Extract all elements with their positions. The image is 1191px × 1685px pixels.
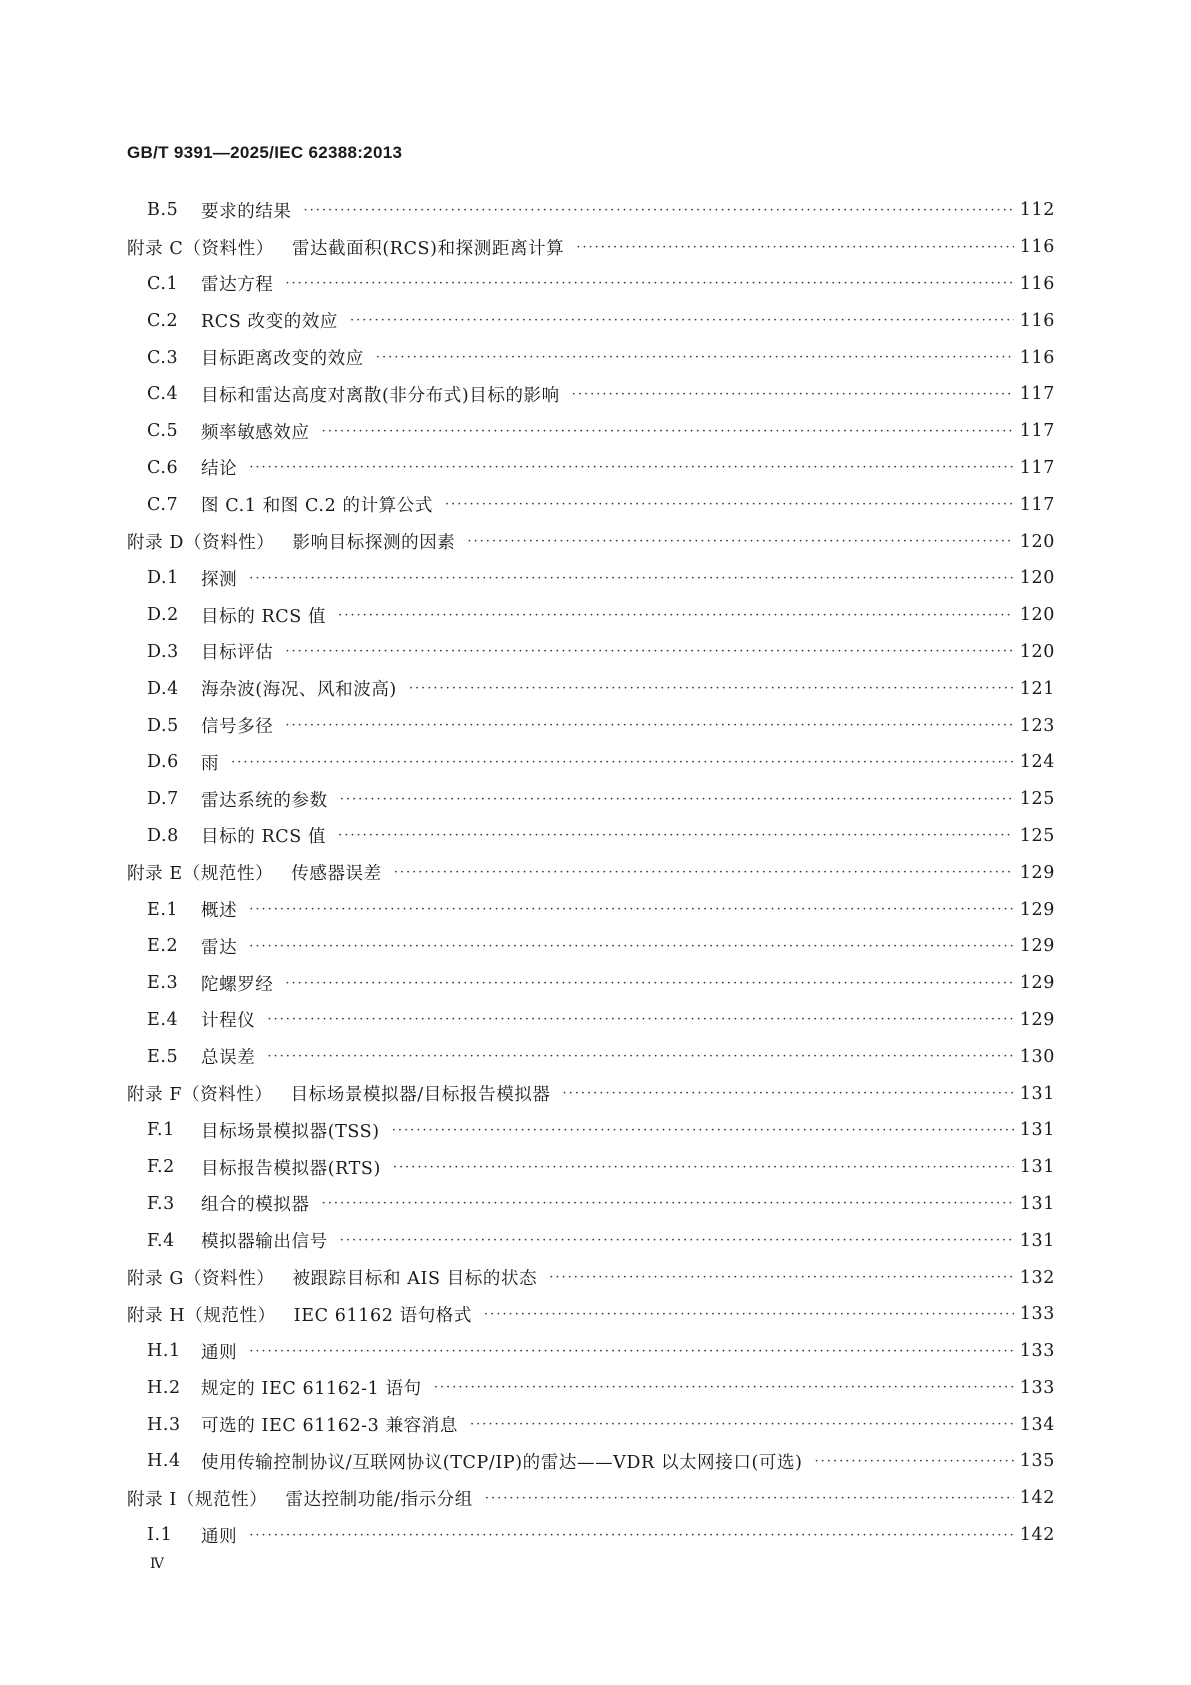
toc-entry-title: 被跟踪目标和 AIS 目标的状态	[292, 1269, 538, 1289]
toc-entry-number: E.1	[147, 899, 179, 920]
toc-entry-page: 125	[1019, 789, 1055, 810]
toc-entry-page: 124	[1019, 752, 1055, 773]
toc-leader-dots	[340, 1233, 1014, 1248]
toc-entry-number: I.1	[147, 1525, 173, 1546]
toc-section-entry[interactable]	[127, 560, 1055, 597]
toc-leader-dots	[549, 1270, 1014, 1285]
toc-entry-title: 计程仪	[201, 1011, 256, 1032]
toc-annex-entry[interactable]	[127, 229, 1055, 266]
toc-entry-title: 雷达系统的参数	[201, 790, 328, 811]
toc-leader-dots	[249, 902, 1014, 917]
toc-leader-dots	[322, 1196, 1014, 1211]
toc-entry-page: 120	[1019, 641, 1055, 662]
toc-entry-title: 目标报告模拟器(RTS)	[201, 1158, 381, 1179]
toc-entry-page: 112	[1019, 200, 1055, 221]
toc-entry-page: 130	[1019, 1046, 1055, 1067]
toc-entry-page: 117	[1019, 384, 1055, 405]
toc-entry-title: 使用传输控制协议/互联网协议(TCP/IP)的雷达——VDR 以太网接口(可选)	[201, 1452, 803, 1473]
toc-entry-page: 132	[1019, 1267, 1055, 1288]
toc-entry-number: 附录 E（规范性）	[127, 864, 274, 885]
toc-entry-number: 附录 H（规范性）	[127, 1305, 276, 1326]
page-number: Ⅳ	[150, 1556, 164, 1572]
toc-entry-title: 目标距离改变的效应	[201, 349, 364, 370]
toc-entry-page: 116	[1019, 310, 1055, 331]
toc-entry-title: 探测	[201, 569, 238, 590]
toc-leader-dots	[267, 1012, 1013, 1027]
toc-entry-page: 129	[1019, 862, 1055, 883]
toc-entry-page: 120	[1019, 605, 1055, 626]
toc-entry-number: C.3	[147, 347, 179, 368]
toc-entry-page: 129	[1019, 899, 1055, 920]
toc-section-entry[interactable]	[127, 1443, 1055, 1480]
toc-annex-entry[interactable]	[127, 1480, 1055, 1517]
toc-leader-dots	[322, 424, 1014, 439]
toc-leader-dots	[467, 534, 1013, 549]
toc-leader-dots	[470, 1417, 1014, 1432]
toc-leader-dots	[285, 718, 1013, 733]
toc-leader-dots	[249, 571, 1014, 586]
toc-section-entry[interactable]	[127, 744, 1055, 781]
toc-section-entry[interactable]	[127, 670, 1055, 707]
toc-annex-entry[interactable]	[127, 854, 1055, 891]
toc-leader-dots	[563, 1086, 1014, 1101]
toc-entry-page: 120	[1019, 568, 1055, 589]
toc-entry-page: 133	[1019, 1341, 1055, 1362]
toc-entry-page: 129	[1019, 1009, 1055, 1030]
toc-entry-page: 125	[1019, 825, 1055, 846]
toc-section-entry[interactable]	[127, 928, 1055, 965]
toc-leader-dots	[338, 828, 1014, 843]
toc-entry-title: 目标的 RCS 值	[201, 827, 327, 848]
toc-entry-title: 可选的 IEC 61162-3 兼容消息	[201, 1416, 458, 1437]
toc-leader-dots	[572, 387, 1014, 402]
toc-leader-dots	[484, 1307, 1014, 1322]
toc-entry-title: 概述	[201, 901, 238, 922]
toc-entry-number: E.4	[147, 1009, 179, 1030]
toc-annex-entry[interactable]	[127, 1075, 1055, 1112]
toc-entry-title: 通则	[201, 1342, 238, 1363]
toc-entry-title: 结论	[201, 459, 238, 480]
toc-entry-title: 影响目标探测的因素	[292, 533, 456, 554]
toc-leader-dots	[285, 644, 1013, 659]
toc-leader-dots	[485, 1491, 1014, 1506]
toc-entry-page: 142	[1019, 1525, 1055, 1546]
toc-entry-number: C.7	[147, 494, 179, 515]
toc-section-entry[interactable]	[127, 1038, 1055, 1075]
toc-entry-page: 133	[1019, 1377, 1055, 1398]
toc-entry-number: D.8	[147, 825, 179, 846]
toc-entry-number: D.2	[147, 605, 179, 626]
toc-leader-dots	[249, 1344, 1014, 1359]
toc-entry-number: C.1	[147, 273, 179, 294]
toc-section-entry[interactable]	[127, 376, 1055, 413]
toc-entry-title: 雷达	[201, 937, 238, 958]
toc-leader-dots	[249, 460, 1014, 475]
table-of-contents	[127, 192, 1055, 1553]
toc-entry-page: 117	[1019, 494, 1055, 515]
toc-entry-title: 组合的模拟器	[201, 1195, 310, 1216]
toc-entry-number: D.6	[147, 752, 179, 773]
toc-section-entry[interactable]	[127, 634, 1055, 671]
toc-entry-number: H.3	[147, 1414, 181, 1435]
toc-leader-dots	[350, 313, 1014, 328]
toc-section-entry[interactable]	[127, 781, 1055, 818]
toc-entry-page: 116	[1019, 237, 1055, 258]
toc-entry-number: F.4	[147, 1230, 175, 1251]
toc-entry-title: 雷达方程	[201, 275, 274, 296]
toc-entry-title: 目标场景模拟器/目标报告模拟器	[290, 1085, 551, 1106]
toc-section-entry[interactable]	[127, 1186, 1055, 1223]
toc-section-entry[interactable]	[127, 965, 1055, 1002]
toc-entry-title: RCS 改变的效应	[201, 312, 339, 333]
toc-entry-title: 传感器误差	[291, 864, 382, 885]
toc-entry-number: C.5	[147, 421, 179, 442]
toc-leader-dots	[815, 1454, 1014, 1469]
toc-entry-page: 131	[1019, 1193, 1055, 1214]
toc-section-entry[interactable]	[127, 1222, 1055, 1259]
toc-section-entry[interactable]	[127, 450, 1055, 487]
toc-entry-page: 142	[1019, 1488, 1055, 1509]
toc-section-entry[interactable]	[127, 707, 1055, 744]
toc-entry-page: 133	[1019, 1304, 1055, 1325]
toc-entry-title: 雷达截面积(RCS)和探测距离计算	[291, 238, 565, 259]
toc-leader-dots	[445, 497, 1014, 512]
toc-entry-title: 海杂波(海况、风和波高)	[201, 680, 397, 701]
toc-entry-page: 131	[1019, 1230, 1055, 1251]
toc-section-entry[interactable]	[127, 1517, 1055, 1554]
toc-section-entry[interactable]	[127, 1002, 1055, 1039]
toc-entry-number: 附录 F（资料性）	[127, 1085, 273, 1106]
toc-section-entry[interactable]	[127, 1112, 1055, 1149]
toc-leader-dots	[409, 681, 1014, 696]
toc-entry-title: 总误差	[201, 1048, 256, 1069]
toc-entry-title: 目标的 RCS 值	[201, 606, 327, 627]
toc-section-entry[interactable]	[127, 192, 1055, 229]
toc-leader-dots	[434, 1380, 1014, 1395]
toc-leader-dots	[393, 1160, 1014, 1175]
toc-section-entry[interactable]	[127, 597, 1055, 634]
toc-entry-number: F.2	[147, 1157, 175, 1178]
toc-entry-title: 信号多径	[201, 717, 274, 738]
toc-section-entry[interactable]	[127, 302, 1055, 339]
toc-entry-title: 目标评估	[201, 643, 274, 664]
toc-leader-dots	[231, 755, 1014, 770]
toc-entry-title: 规定的 IEC 61162-1 语句	[201, 1379, 422, 1400]
toc-entry-title: 图 C.1 和图 C.2 的计算公式	[201, 496, 433, 517]
toc-section-entry[interactable]	[127, 1149, 1055, 1186]
toc-leader-dots	[304, 203, 1014, 218]
toc-entry-number: D.7	[147, 789, 179, 810]
document-header: GB/T 9391—2025/IEC 62388:2013	[127, 143, 403, 162]
toc-leader-dots	[392, 1123, 1014, 1138]
toc-entry-number: H.2	[147, 1377, 181, 1398]
toc-entry-number: 附录 I（规范性）	[127, 1489, 268, 1510]
toc-entry-page: 121	[1019, 678, 1055, 699]
toc-leader-dots	[338, 608, 1014, 623]
toc-entry-number: D.1	[147, 568, 179, 589]
toc-section-entry[interactable]	[127, 1370, 1055, 1407]
toc-leader-dots	[267, 1049, 1013, 1064]
toc-leader-dots	[394, 865, 1014, 880]
toc-entry-number: D.4	[147, 678, 179, 699]
toc-entry-page: 120	[1019, 531, 1055, 552]
toc-entry-number: 附录 G（资料性）	[127, 1269, 275, 1289]
toc-entry-page: 116	[1019, 273, 1055, 294]
toc-entry-page: 135	[1019, 1451, 1055, 1472]
toc-section-entry[interactable]	[127, 266, 1055, 303]
toc-section-entry[interactable]	[127, 1406, 1055, 1443]
toc-section-entry[interactable]	[127, 486, 1055, 523]
toc-leader-dots	[285, 276, 1013, 291]
toc-entry-number: C.6	[147, 457, 179, 478]
toc-entry-number: E.3	[147, 973, 179, 994]
toc-entry-number: C.4	[147, 384, 179, 405]
toc-entry-title: 通则	[201, 1526, 238, 1547]
toc-entry-number: H.1	[147, 1341, 181, 1362]
toc-leader-dots	[249, 1528, 1014, 1543]
toc-entry-title: 频率敏感效应	[201, 422, 310, 443]
toc-leader-dots	[340, 792, 1014, 807]
toc-entry-title: 目标和雷达高度对离散(非分布式)目标的影响	[201, 385, 560, 406]
toc-leader-dots	[249, 939, 1014, 954]
toc-entry-number: D.5	[147, 715, 179, 736]
toc-entry-page: 123	[1019, 715, 1055, 736]
toc-entry-page: 134	[1019, 1414, 1055, 1435]
toc-leader-dots	[576, 240, 1014, 255]
toc-annex-entry[interactable]	[127, 523, 1055, 560]
toc-entry-page: 117	[1019, 421, 1055, 442]
toc-entry-page: 131	[1019, 1157, 1055, 1178]
toc-section-entry[interactable]	[127, 413, 1055, 450]
toc-entry-title: IEC 61162 语句格式	[293, 1305, 473, 1326]
toc-leader-dots	[285, 976, 1013, 991]
toc-entry-number: D.3	[147, 641, 179, 662]
toc-entry-title: 雷达控制功能/指示分组	[285, 1489, 473, 1510]
toc-entry-number: E.2	[147, 936, 179, 957]
toc-entry-number: C.2	[147, 310, 179, 331]
toc-section-entry[interactable]	[127, 339, 1055, 376]
toc-entry-number: E.5	[147, 1046, 179, 1067]
toc-entry-number: 附录 D（资料性）	[127, 533, 275, 554]
toc-entry-page: 131	[1019, 1083, 1055, 1104]
toc-entry-title: 要求的结果	[201, 201, 292, 222]
toc-entry-number: F.3	[147, 1193, 175, 1214]
toc-entry-number: F.1	[147, 1120, 175, 1141]
toc-section-entry[interactable]	[127, 1333, 1055, 1370]
toc-entry-number: B.5	[147, 200, 179, 221]
toc-entry-page: 131	[1019, 1120, 1055, 1141]
toc-entry-title: 模拟器输出信号	[201, 1232, 328, 1253]
toc-annex-entry[interactable]	[127, 1259, 1055, 1296]
toc-section-entry[interactable]	[127, 891, 1055, 928]
toc-section-entry[interactable]	[127, 818, 1055, 855]
toc-entry-page: 129	[1019, 936, 1055, 957]
toc-annex-entry[interactable]	[127, 1296, 1055, 1333]
toc-leader-dots	[376, 350, 1014, 365]
toc-entry-number: H.4	[147, 1451, 181, 1472]
toc-entry-title: 陀螺罗经	[201, 974, 274, 995]
toc-entry-page: 116	[1019, 347, 1055, 368]
toc-entry-page: 129	[1019, 973, 1055, 994]
toc-entry-title: 目标场景模拟器(TSS)	[201, 1121, 380, 1142]
toc-entry-number: 附录 C（资料性）	[127, 238, 274, 259]
toc-entry-title: 雨	[201, 753, 220, 774]
toc-entry-page: 117	[1019, 457, 1055, 478]
